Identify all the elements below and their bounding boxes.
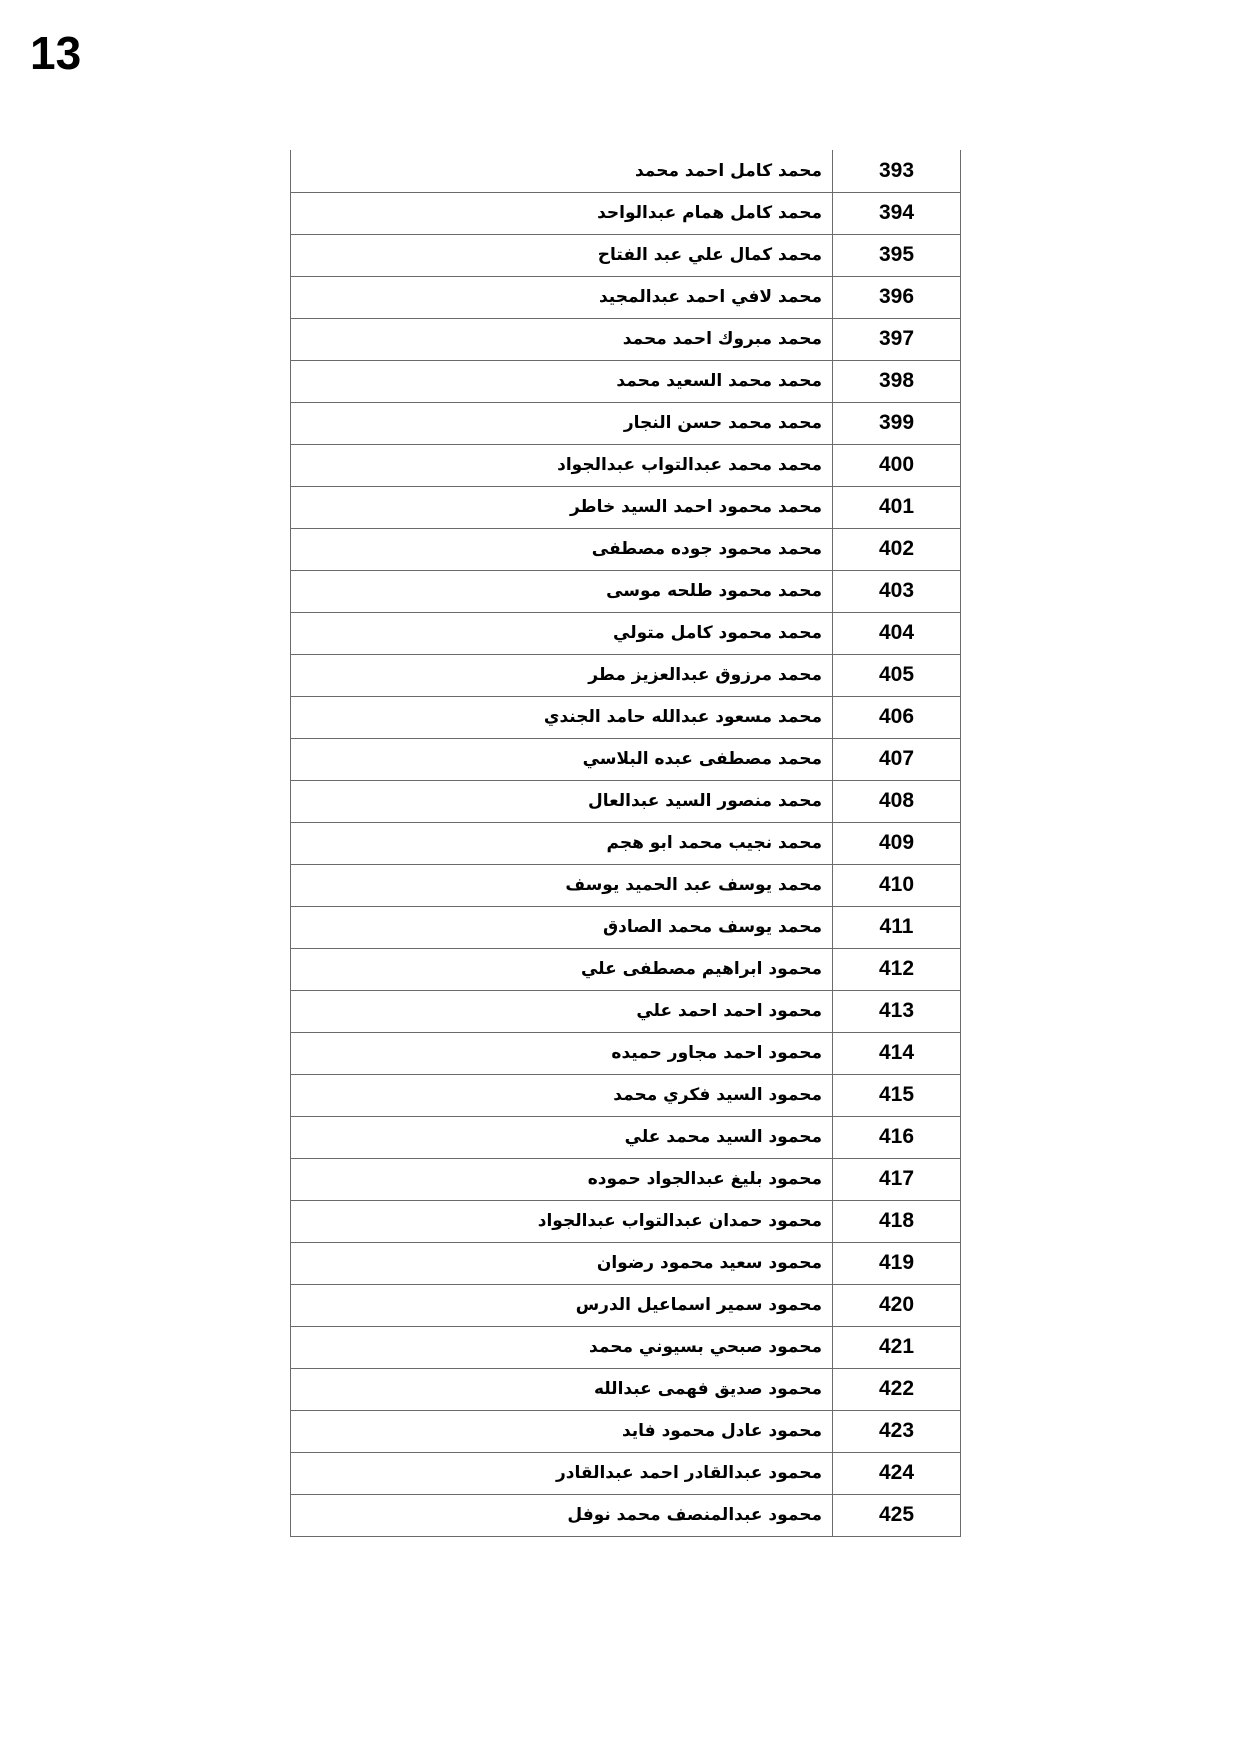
table-row bbox=[291, 1200, 961, 1242]
row-name-cell: محمد محمود طلحه موسى bbox=[291, 570, 833, 612]
row-number-cell: 410 bbox=[833, 864, 961, 906]
row-name-cell: محمود عادل محمود فايد bbox=[291, 1410, 833, 1452]
names-table-body bbox=[291, 150, 961, 1536]
table-row bbox=[291, 1452, 961, 1494]
row-name-cell: محمد محمود احمد السيد خاطر bbox=[291, 486, 833, 528]
table-row bbox=[291, 1242, 961, 1284]
table-row bbox=[291, 192, 961, 234]
table-row bbox=[291, 1032, 961, 1074]
row-number-cell: 408 bbox=[833, 780, 961, 822]
row-number-cell: 395 bbox=[833, 234, 961, 276]
table-row bbox=[291, 486, 961, 528]
row-name-cell: محمود حمدان عبدالتواب عبدالجواد bbox=[291, 1200, 833, 1242]
row-name-cell: محمود سمير اسماعيل الدرس bbox=[291, 1284, 833, 1326]
row-number-cell: 419 bbox=[833, 1242, 961, 1284]
row-name-cell: محمود السيد محمد علي bbox=[291, 1116, 833, 1158]
row-number-cell: 414 bbox=[833, 1032, 961, 1074]
row-number-cell: 405 bbox=[833, 654, 961, 696]
row-number-cell: 407 bbox=[833, 738, 961, 780]
row-number-cell: 417 bbox=[833, 1158, 961, 1200]
row-number-cell: 394 bbox=[833, 192, 961, 234]
row-number-cell: 401 bbox=[833, 486, 961, 528]
row-number-cell: 393 bbox=[833, 150, 961, 192]
table-row bbox=[291, 318, 961, 360]
table-row bbox=[291, 696, 961, 738]
row-number-cell: 400 bbox=[833, 444, 961, 486]
table-row bbox=[291, 654, 961, 696]
row-name-cell: محمد مرزوق عبدالعزيز مطر bbox=[291, 654, 833, 696]
table-row bbox=[291, 948, 961, 990]
row-number-cell: 425 bbox=[833, 1494, 961, 1536]
table-row bbox=[291, 822, 961, 864]
row-number-cell: 404 bbox=[833, 612, 961, 654]
table-row bbox=[291, 1326, 961, 1368]
table-row bbox=[291, 1368, 961, 1410]
table-row bbox=[291, 570, 961, 612]
table-row bbox=[291, 234, 961, 276]
row-number-cell: 423 bbox=[833, 1410, 961, 1452]
table-row bbox=[291, 276, 961, 318]
row-name-cell: محمد محمود كامل متولي bbox=[291, 612, 833, 654]
row-name-cell: محمود السيد فكري محمد bbox=[291, 1074, 833, 1116]
table-row bbox=[291, 906, 961, 948]
table-row bbox=[291, 444, 961, 486]
row-name-cell: محمود بليغ عبدالجواد حموده bbox=[291, 1158, 833, 1200]
table-row bbox=[291, 1116, 961, 1158]
table-row bbox=[291, 1074, 961, 1116]
table-row bbox=[291, 780, 961, 822]
row-number-cell: 412 bbox=[833, 948, 961, 990]
row-name-cell: محمد كامل احمد محمد bbox=[291, 150, 833, 192]
row-number-cell: 420 bbox=[833, 1284, 961, 1326]
row-name-cell: محمد مبروك احمد محمد bbox=[291, 318, 833, 360]
table-row bbox=[291, 612, 961, 654]
row-name-cell: محمد لافي احمد عبدالمجيد bbox=[291, 276, 833, 318]
page-number: 13 bbox=[30, 27, 82, 79]
table-row bbox=[291, 990, 961, 1032]
row-number-cell: 422 bbox=[833, 1368, 961, 1410]
row-number-cell: 399 bbox=[833, 402, 961, 444]
row-name-cell: محمد محمد حسن النجار bbox=[291, 402, 833, 444]
row-number-cell: 424 bbox=[833, 1452, 961, 1494]
row-name-cell: محمود ابراهيم مصطفى علي bbox=[291, 948, 833, 990]
table-row bbox=[291, 1410, 961, 1452]
table-row bbox=[291, 1284, 961, 1326]
row-number-cell: 403 bbox=[833, 570, 961, 612]
row-name-cell: محمد محمد السعيد محمد bbox=[291, 360, 833, 402]
row-name-cell: محمود احمد مجاور حميده bbox=[291, 1032, 833, 1074]
table-row bbox=[291, 864, 961, 906]
row-number-cell: 398 bbox=[833, 360, 961, 402]
row-name-cell: محمود عبدالقادر احمد عبدالقادر bbox=[291, 1452, 833, 1494]
row-name-cell: محمد مسعود عبدالله حامد الجندي bbox=[291, 696, 833, 738]
row-name-cell: محمود صبحي بسيوني محمد bbox=[291, 1326, 833, 1368]
row-name-cell: محمد يوسف عبد الحميد يوسف bbox=[291, 864, 833, 906]
row-number-cell: 411 bbox=[833, 906, 961, 948]
table-row bbox=[291, 360, 961, 402]
row-number-cell: 416 bbox=[833, 1116, 961, 1158]
row-number-cell: 406 bbox=[833, 696, 961, 738]
table-row bbox=[291, 1158, 961, 1200]
row-name-cell: محمود سعيد محمود رضوان bbox=[291, 1242, 833, 1284]
row-name-cell: محمود احمد احمد علي bbox=[291, 990, 833, 1032]
names-table bbox=[290, 150, 961, 1537]
row-name-cell: محمد محمد عبدالتواب عبدالجواد bbox=[291, 444, 833, 486]
row-name-cell: محمود عبدالمنصف محمد نوفل bbox=[291, 1494, 833, 1536]
table-row bbox=[291, 528, 961, 570]
row-name-cell: محمود صديق فهمى عبدالله bbox=[291, 1368, 833, 1410]
row-number-cell: 397 bbox=[833, 318, 961, 360]
row-name-cell: محمد يوسف محمد الصادق bbox=[291, 906, 833, 948]
row-number-cell: 396 bbox=[833, 276, 961, 318]
row-name-cell: محمد مصطفى عبده البلاسي bbox=[291, 738, 833, 780]
row-name-cell: محمد منصور السيد عبدالعال bbox=[291, 780, 833, 822]
row-name-cell: محمد محمود جوده مصطفى bbox=[291, 528, 833, 570]
row-number-cell: 402 bbox=[833, 528, 961, 570]
row-name-cell: محمد كامل همام عبدالواحد bbox=[291, 192, 833, 234]
table-row bbox=[291, 150, 961, 192]
table-row bbox=[291, 402, 961, 444]
row-name-cell: محمد نجيب محمد ابو هجم bbox=[291, 822, 833, 864]
row-name-cell: محمد كمال علي عبد الفتاح bbox=[291, 234, 833, 276]
table-row bbox=[291, 738, 961, 780]
row-number-cell: 415 bbox=[833, 1074, 961, 1116]
row-number-cell: 413 bbox=[833, 990, 961, 1032]
row-number-cell: 409 bbox=[833, 822, 961, 864]
table-row bbox=[291, 1494, 961, 1536]
row-number-cell: 418 bbox=[833, 1200, 961, 1242]
row-number-cell: 421 bbox=[833, 1326, 961, 1368]
